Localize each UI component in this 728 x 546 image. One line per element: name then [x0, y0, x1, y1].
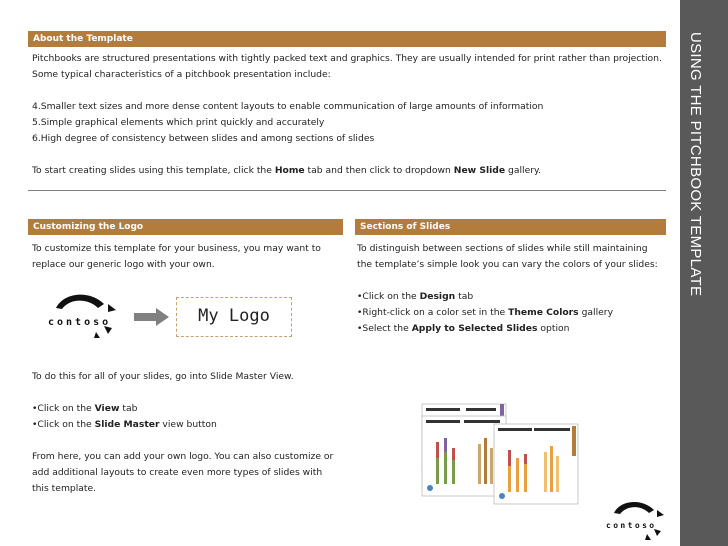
sidebar-title: USING THE PITCHBOOK TEMPLATE [687, 32, 704, 297]
about-item-1: 4.Smaller text sizes and more dense content layouts to enable communication of large amounts of information [32, 101, 544, 112]
about-intro-1: Pitchbooks are structured presentations with tightly packed text and graphics. They are usually intended for print rather than projection. [32, 53, 662, 64]
my-logo-placeholder: My Logo [176, 297, 292, 337]
sections-body: To distinguish between sections of slides while still maintaining the template’s simple look you can vary the colors of your slides: •Click on the Design tab •Right-click on a color set in the Theme Colors gallery •Select the Apply to Selected Slides option [357, 241, 658, 337]
arrow-right-icon [134, 307, 170, 327]
master-instructions: To do this for all of your slides, go into Slide Master View. •Click on the View tab •Click on the Slide Master view button From here, you can add your own logo. You can also customize or add additional layouts to create even more types of slides with this template. [32, 371, 334, 494]
home-tab-reference: Home [274, 165, 305, 176]
sections-bullet-1: •Click on the Design tab [357, 291, 474, 302]
svg-text:contoso: contoso [606, 521, 657, 530]
footer-contoso-logo [600, 498, 670, 542]
about-intro-2: Some typical characteristics of a pitchbook presentation include: [32, 69, 331, 80]
about-start-text: To start creating slides using this template, click the Home tab and then click to dropdown New Slide gallery. [32, 165, 542, 176]
master-bullet-2: •Click on the Slide Master view button [32, 419, 217, 430]
new-slide-reference: New Slide [453, 165, 506, 176]
about-item-3: 6.High degree of consistency between slides and among sections of slides [32, 133, 375, 144]
sections-bullet-3: •Select the Apply to Selected Slides option [357, 323, 570, 334]
about-body [32, 51, 662, 179]
thumbnail-slide-2 [422, 416, 506, 496]
svg-text:contoso: contoso [48, 317, 112, 328]
thumbnail-slide-3 [494, 424, 578, 504]
master-bullet-1: •Click on the View tab [32, 403, 138, 414]
about-header: About the Template [28, 31, 666, 47]
logo-section-desc: To customize this template for your business, you may want to replace our generic logo with your own. [32, 243, 321, 270]
sections-header: Sections of Slides [355, 219, 666, 235]
about-item-2: 5.Simple graphical elements which print quickly and accurately [32, 117, 325, 128]
sidebar [680, 0, 728, 546]
logo-section-header: Customizing the Logo [28, 219, 343, 235]
contoso-logo [38, 290, 124, 340]
slide-thumbnails-illustration [420, 402, 586, 508]
divider-rule [28, 190, 666, 191]
sections-bullet-2: •Right-click on a color set in the Theme Colors gallery [357, 307, 614, 318]
